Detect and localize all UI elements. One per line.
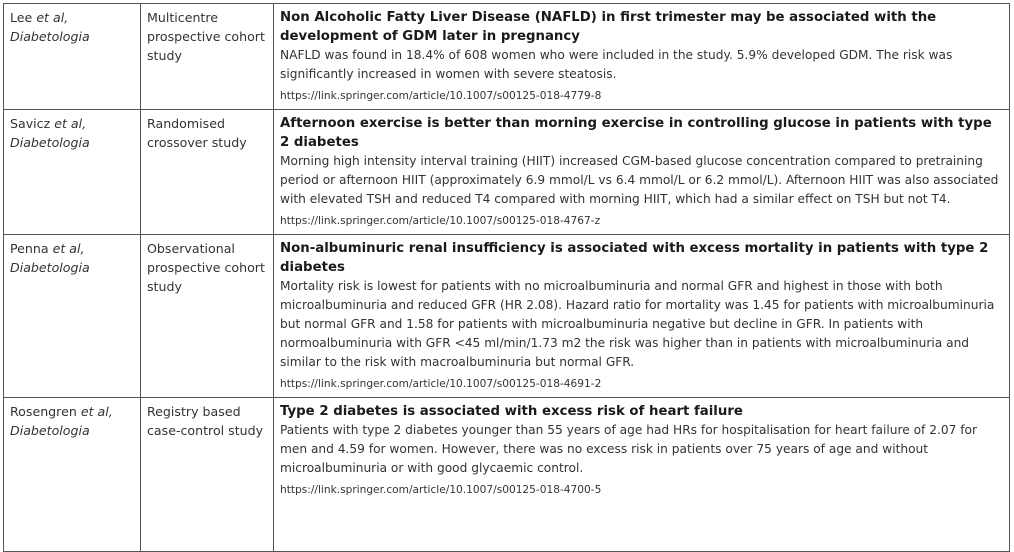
article-link[interactable]: https://link.springer.com/article/10.1007/s00125-018-4779-8 xyxy=(280,90,602,102)
author-name: Rosengren xyxy=(10,404,77,419)
article-link[interactable]: https://link.springer.com/article/10.1007/s00125-018-4767-z xyxy=(280,215,601,227)
et-al: et al, xyxy=(36,10,69,25)
author-cell xyxy=(4,4,141,110)
study-design-cell: Randomised crossover study xyxy=(141,110,274,235)
finding-body: Mortality risk is lowest for patients with no microalbuminuria and normal GFR and highest in those with both microalbuminuria and reduced GFR (HR 2.08). Hazard ratio for mortality was 1.45 for patients with microalbuminuria but normal GFR and 1.58 for patients with microalbuminuria negative but decline in GFR. In patients with normoalbuminuria with GFR <45 ml/min/1.73 m2 the risk was higher than in patients with microalbuminuria and similar to the risk with macroalbuminuria but normal GFR. xyxy=(280,279,995,369)
summary-cell xyxy=(274,398,1010,552)
table-row xyxy=(4,235,1010,398)
author-name: Savicz xyxy=(10,116,51,131)
finding-title: Afternoon exercise is better than morning exercise in controlling glucose in patients with type 2 diabetes xyxy=(280,116,992,150)
study-design-cell: Observational prospective cohort study xyxy=(141,235,274,398)
journal-name: Diabetologia xyxy=(10,423,90,438)
study-design-cell: Multicentre prospective cohort study xyxy=(141,4,274,110)
table-row xyxy=(4,4,1010,110)
finding-body: Morning high intensity interval training (HIIT) increased CGM-based glucose concentration compared to pretraining period or afternoon HIIT (approximately 6.9 mmol/L vs 6.4 mmol/L or 6.2 mmol/L). Afternoon HIIT was also associated with elevated TSH and reduced T4 compared with morning HIIT, which had a similar effect on TSH but not T4. xyxy=(280,154,999,206)
author-cell xyxy=(4,110,141,235)
summary-cell xyxy=(274,110,1010,235)
author-cell xyxy=(4,398,141,552)
et-al: et al, xyxy=(80,404,113,419)
study-design-cell: Registry based case-control study xyxy=(141,398,274,552)
table-row xyxy=(4,398,1010,552)
et-al: et al, xyxy=(52,241,85,256)
summary-cell xyxy=(274,4,1010,110)
journal-name: Diabetologia xyxy=(10,135,90,150)
finding-title: Non-albuminuric renal insufficiency is associated with excess mortality in patients with type 2 diabetes xyxy=(280,241,989,275)
literature-table xyxy=(3,3,1010,552)
author-name: Lee xyxy=(10,10,33,25)
et-al: et al, xyxy=(54,116,87,131)
journal-name: Diabetologia xyxy=(10,260,90,275)
author-name: Penna xyxy=(10,241,49,256)
article-link[interactable]: https://link.springer.com/article/10.1007/s00125-018-4691-2 xyxy=(280,378,602,390)
table-row xyxy=(4,110,1010,235)
finding-body: NAFLD was found in 18.4% of 608 women who were included in the study. 5.9% developed GDM. The risk was significantly increased in women with severe steatosis. xyxy=(280,48,953,81)
finding-title: Type 2 diabetes is associated with excess risk of heart failure xyxy=(280,404,743,419)
journal-name: Diabetologia xyxy=(10,29,90,44)
author-cell xyxy=(4,235,141,398)
finding-body: Patients with type 2 diabetes younger than 55 years of age had HRs for hospitalisation for heart failure of 2.07 for men and 4.59 for women. However, there was no excess risk in patients over 75 years of age and without microalbuminuria or with good glycaemic control. xyxy=(280,423,977,475)
finding-title: Non Alcoholic Fatty Liver Disease (NAFLD) in first trimester may be associated with the development of GDM later in pregnancy xyxy=(280,10,937,44)
summary-cell xyxy=(274,235,1010,398)
article-link[interactable]: https://link.springer.com/article/10.1007/s00125-018-4700-5 xyxy=(280,484,602,496)
